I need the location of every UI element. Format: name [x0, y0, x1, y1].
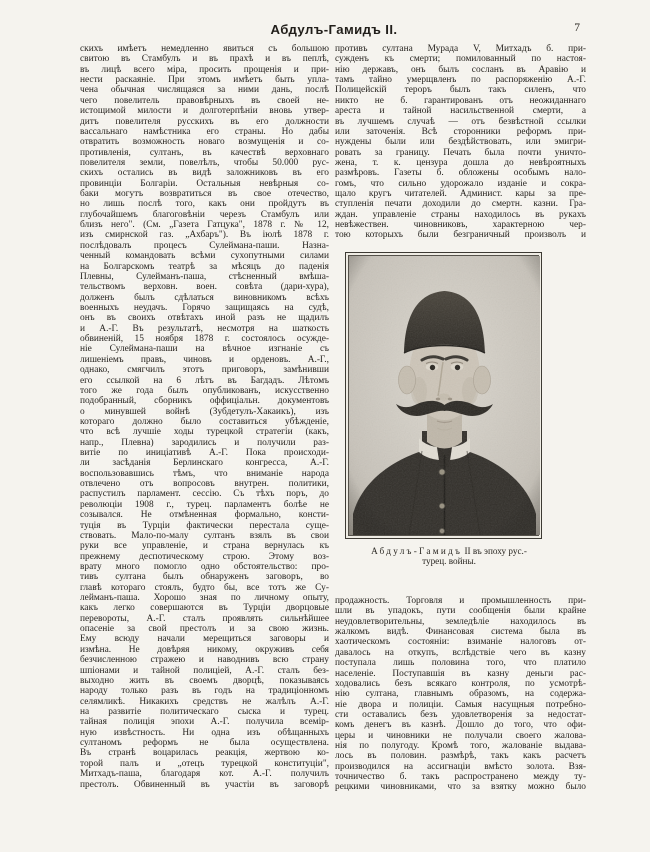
right-column-bottom-text [335, 596, 586, 793]
portrait-figure [345, 252, 542, 567]
text-line: Въ странѣ воцарилась реакція, жертвою ко- [80, 748, 329, 759]
text-line: выходно жить въ своемъ дворцѣ, показываясь [80, 675, 329, 686]
text-line: какъ легко совершаются въ Турціи дворцовые [80, 603, 329, 614]
text-line: распустилъ парламент. сессію. Съ тѣхъ поръ, до [80, 489, 329, 500]
text-line: противленія, султанъ, въ качествѣ верховнаго [80, 147, 329, 158]
text-line: ніе двора и полиціи. Самыя насущныя потребно- [335, 699, 586, 710]
text-line: истощимой милости и долготерпѣніи вновь утвер- [80, 106, 329, 117]
text-line: врату много помогло одно обстоятельство: про- [80, 561, 329, 572]
text-line: безчисленною стражею и наводнивъ всю страну [80, 655, 329, 666]
text-line: близъ него". (См. „Газета Гатцука", 1878 г. № 12, [80, 220, 329, 231]
text-line: ли засѣданія Берлинскаго конгресса, А.-Г. [80, 458, 329, 469]
page-number: 7 [574, 22, 580, 34]
text-line: чего повелитель правовѣрныхъ въ своей не- [80, 95, 329, 106]
text-line: котораго должно было составиться убѣжденіе, [80, 416, 329, 427]
text-line: ніе Сулеймана-паши на вѣчное изгнаніе съ [80, 344, 329, 355]
text-line: и А.-Г. Въ результатѣ, несмотря на шаткость [80, 323, 329, 334]
text-line: Полицейскій тероръ былъ такъ силенъ, что [335, 85, 586, 96]
caption-line-1-rest: II въ эпоху рус.- [462, 545, 527, 556]
photo-inner-rule [348, 255, 539, 536]
text-line: шли въ упадокъ, пути сообщенія были крайне [335, 606, 586, 617]
text-line: туція въ Турціи фактически перестала суще- [80, 520, 329, 531]
text-line: продажность. Торговля и промышленность при- [335, 596, 586, 607]
text-line: ную извѣстность. Ни одна изъ обѣщанныхъ [80, 727, 329, 738]
portrait-caption [329, 546, 569, 567]
caption-line-1 [329, 546, 569, 557]
text-line: ровать за границу. Печать была почти уничто- [335, 147, 586, 158]
text-line: лось въ половин. размѣрѣ, такъ какъ расчетъ [335, 751, 586, 762]
text-line: нести раскаяніе. При этомъ имѣетъ быть упла- [80, 75, 329, 86]
text-line: султаномъ реформъ не была осуществлена. [80, 738, 329, 749]
text-line: подобранный, сборникъ оффиціальн. документовъ [80, 396, 329, 407]
text-line: сти оставались безъ удовлетворенія за недостат- [335, 709, 586, 720]
text-line: жалкомъ видѣ. Финансовая система была въ [335, 627, 586, 638]
text-line: нія по полугоду. Кромѣ того, жалованіе выдава- [335, 741, 586, 752]
text-line: церы и чиновники не получали своего жалова- [335, 730, 586, 741]
right-column [335, 44, 586, 793]
text-line: витіе по иниціативѣ А.-Г. Пока происходи- [80, 448, 329, 459]
text-line: Плевны, Сулейманъ-паша, стѣсненный вмѣша- [80, 271, 329, 282]
photo-frame [345, 252, 542, 539]
text-line: тою которыхъ были безграничный произволъ и [335, 230, 586, 241]
text-line: ствовать. Мало-по-малу султанъ взялъ въ свои [80, 530, 329, 541]
text-line: о минувшей войнѣ (Зубдетулъ-Хакаикъ), изъ [80, 406, 329, 417]
caption-name: Абдулъ-Гамидъ [371, 545, 463, 556]
text-line: долженъ былъ сдѣлаться виновникомъ всѣхъ [80, 292, 329, 303]
text-line: революціи 1908 г., турец. парламентъ болѣе не [80, 499, 329, 510]
text-line: дитъ повелителя русскихъ въ его должности [80, 116, 329, 127]
text-line: нію султана, главнымъ образомъ, на содержа- [335, 689, 586, 700]
text-line: баки могутъ возвратиться въ свое отечество, [80, 189, 329, 200]
text-line: главѣ котораго стоялъ, будто бы, все тотъ же Су- [80, 582, 329, 593]
text-line: тельствомъ верховн. воен. совѣта (дари-хура), [80, 282, 329, 293]
text-line: поступала лишь половина того, что платило [335, 658, 586, 669]
text-line: давалось на откупъ, вслѣдствіе чего въ казну [335, 647, 586, 658]
text-line: тайная полиція эпохи А.-Г. получила всемір- [80, 717, 329, 728]
text-line: но лишь послѣ того, какъ они пройдутъ въ [80, 199, 329, 210]
left-column [80, 44, 329, 793]
text-line: на Болгарскомъ театрѣ за мѣсяцъ до паденія [80, 261, 329, 272]
text-line: нію державъ, онъ былъ сосланъ въ Аравію и [335, 64, 586, 75]
text-line: повелителя земли, повелѣлъ, чтобы 50.000 рус- [80, 157, 329, 168]
text-line: ченный командовать всѣми сухопутными силами [80, 251, 329, 262]
text-line: рецкими чиновниками, что за взятку можно было [335, 782, 586, 793]
right-column-top-text [335, 44, 586, 241]
text-line: ареста и тайной насильственной смерти, а [335, 106, 586, 117]
text-line: въ лучшемъ случаѣ — отъ безвѣстной ссылки [335, 116, 586, 127]
text-line: перевороты, А.-Г. сталъ проявлять сильнѣйшее [80, 613, 329, 624]
text-line: военныхъ неудачъ. Горячо защищаясь на судѣ, [80, 302, 329, 313]
text-line: щало кругъ читателей. Админист. кары за пре- [335, 189, 586, 200]
text-line: свитою въ Стамбулъ и въ прахѣ и въ пеплѣ, [80, 54, 329, 65]
text-line: того же года былъ опубликованъ, искусственно [80, 385, 329, 396]
text-line: ступленія печати доходили до смертн. казни. Гра- [335, 199, 586, 210]
text-line: на развитіе политическаго сыска и турец. [80, 707, 329, 717]
text-line: противъ султана Мурада V, Митхадъ б. при- [335, 44, 586, 54]
text-line: жена, т. к. цензура дошла до невѣроятныхъ [335, 157, 586, 168]
text-line: лейманъ-паша. Хорошо зная по личному опыту, [80, 593, 329, 604]
text-line: отвратить возможность новаго возмущенія и со- [80, 137, 329, 148]
text-line: чена обычная числящаяся за ними дань, послѣ [80, 85, 329, 96]
text-line: обвиненій, 15 ноября 1878 г. состоялось осужде- [80, 334, 329, 345]
text-line: тамъ тайно умерщвленъ по распоряженію А.-Г. [335, 75, 586, 86]
text-line: точничество б. такъ распространено между ту- [335, 772, 586, 783]
text-line: или заточенія. Всѣ сторонники реформъ при- [335, 126, 586, 137]
text-line: однако, смягчилъ этотъ приговоръ, замѣнивши [80, 365, 329, 376]
text-line: послѣдовалъ процесъ Сулеймана-паши. Назна- [80, 240, 329, 251]
page-title: Абдулъ-Гамидъ II. [270, 22, 398, 37]
text-columns [80, 44, 586, 793]
text-line: шпіонами и тайной полиціей, А.-Г. сталъ без- [80, 665, 329, 676]
text-line: производился на ассигнаціи вмѣсто золота. Взя- [335, 761, 586, 772]
text-line: отвлечено отъ вопросовъ внутрен. политики, [80, 479, 329, 490]
text-line: населеніе. Поступавшія въ казну деньги рас- [335, 668, 586, 679]
text-line: въ лицѣ всего міра, просить прощенія и при- [80, 64, 329, 75]
text-line: неудовлетворительны, земледѣліе находилось въ [335, 616, 586, 627]
text-line: хаотическомъ состояніи: взиманіе налоговъ от- [335, 637, 586, 648]
text-line: его ссылкой на 6 лѣтъ въ Багдадъ. Лѣтомъ [80, 375, 329, 386]
text-line: онъ въ своихъ отвѣтахъ иной разъ не щадилъ [80, 313, 329, 324]
text-line: Ему всюду начали мерещиться заговоры и [80, 634, 329, 645]
text-line: размѣровъ. Газеты б. обложены особымъ нало- [335, 168, 586, 179]
text-line: измѣна. Не довѣряя никому, окруживъ себя [80, 644, 329, 655]
text-line: лишеніемъ правъ, чиновъ и орденовъ. А.-Г., [80, 354, 329, 365]
text-line: никто не б. гарантированъ отъ неожиданнаго [335, 95, 586, 106]
text-line: нуждены были или бездѣйствовать, или эмигри- [335, 137, 586, 148]
text-line: напр., Плевна) зародились и получили раз- [80, 437, 329, 448]
text-line: провинціи Болгаріи. Остальныя невѣрныя со- [80, 178, 329, 189]
text-line: тивъ султана былъ обнаруженъ заговоръ, во [80, 572, 329, 583]
text-line: невѣжествен. чиновниковъ, характерною чер- [335, 220, 586, 231]
running-head [82, 21, 586, 39]
text-line: скихъ остались въ видѣ заложниковъ въ его [80, 168, 329, 179]
text-line: народу только разъ въ годъ на традиціонномъ [80, 686, 329, 697]
portrait-photo [349, 256, 540, 535]
text-line: вассальнаго намѣстника его страны. Но дабы [80, 126, 329, 137]
text-line: ждан. управленіе страны находилось въ рукахъ [335, 209, 586, 220]
text-line: руки все управленіе, и страна вернулась къ [80, 541, 329, 552]
text-line: опасеніе за свой престолъ и за свою жизнь. [80, 624, 329, 635]
text-line: гомъ, что сильно удорожало изданіе и сокра- [335, 178, 586, 189]
text-line: скихъ имѣетъ немедленно явиться съ большою [80, 44, 329, 54]
text-line: ходовались безъ всякаго контроля, по усмотрѣ- [335, 678, 586, 689]
text-line: созывался. Не отмѣненная формально, консти- [80, 510, 329, 521]
caption-line-2: турец. войны. [422, 556, 476, 567]
text-line: торой палъ и „отецъ турецкой конституціи", [80, 758, 329, 769]
text-line: селямликѣ. Никакихъ средствъ не жалѣлъ А.-Г. [80, 696, 329, 707]
text-line: прежнему деспотическому строю. Этому воз- [80, 551, 329, 562]
text-line: сужденъ къ смерти; помилованный по настоя- [335, 54, 586, 65]
text-line: изъ смирнской газ. „Ахбаръ"). Въ іюлѣ 1878 г. [80, 230, 329, 241]
text-line: воспользовавшись тѣмъ, что вниманіе народа [80, 468, 329, 479]
text-line: что всѣ лучшіе ходы турецкой стратегіи (какъ, [80, 427, 329, 438]
text-line: престолъ. Обвиненный въ участіи въ заговорѣ [80, 779, 329, 790]
text-line: глубочайшемъ благоговѣніи черезъ Стамбулъ или [80, 209, 329, 220]
text-line: комъ денегъ въ казнѣ. Дошло до того, что офи- [335, 720, 586, 731]
text-line: Митхадъ-паша, благодаря кот. А.-Г. получилъ [80, 769, 329, 780]
